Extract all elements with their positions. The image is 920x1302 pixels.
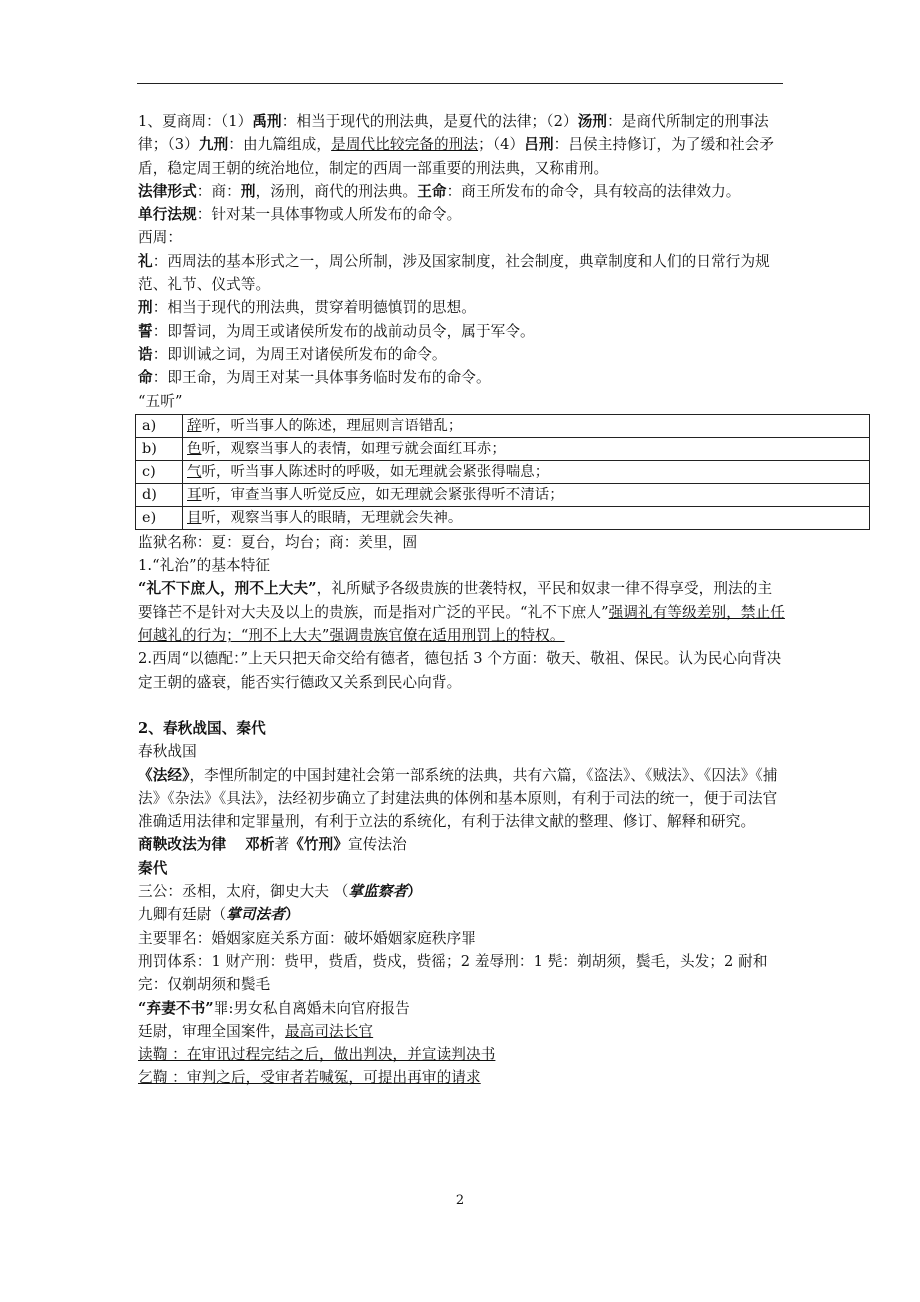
term-jiuxing: 九刑 [198,136,229,154]
paragraph-xia-shang-zhou: 1、夏商周：（1）禹刑：相当于现代的刑法典，是夏代的法律；（2）汤刑：是商代所制定的刑事法律；（3）九刑：由九篇组成，是周代比较完备的刑法；（4）吕刑：吕侯主持修订，为了缓和社会矛盾，稳定周王朝的统治地位，制定的西周一部重要的刑法典，又称甫刑。 [138,113,775,177]
paragraph-xing: 刑：相当于现代的刑法典，贯穿着明德慎罚的思想。 [138,299,476,317]
paragraph-qiju: 乞鞫 ：审判之后，受审者若喊冤，可提出再审的请求 [138,1069,481,1087]
page-body [138,110,786,1090]
five-listenings-table [135,414,870,530]
header-rule [137,83,783,84]
heading-chunqiu: 春秋战国 [138,743,197,761]
paragraph-fajing: 《法经》，李悝所制定的中国封建社会第一部系统的法典，共有六篇，《盗法》、《贼法》、《囚法》《捕法》《杂法》《具法》，法经初步确立了封建法典的体例和基本原则，有利于司法的统一，便于司法官准确适用法律和定罪量刑，有利于立法的系统化，有利于法律文献的整理、修订、解释和研究。 [138,766,778,831]
paragraph-single-regulation: 单行法规：针对某一具体事物或人所发布的命令。 [138,206,462,224]
heading-xizhou: 西周： [138,229,183,247]
paragraph-lizhi: “礼不下庶人，刑不上大夫”，礼所赋予各级贵族的世袭特权，平民和奴隶一律不得享受，刑法的主要锋芒不是针对大夫及以上的贵族，而是指对广泛的平民。“礼不下庶人”强调礼有等级差别，禁止任何越礼的行为；“刑不上大夫”强调贵族官僚在适用刑罚上的特权。 [138,580,785,645]
term-lvxing: 吕刑 [524,136,554,154]
term-yuxing: 禹刑 [252,113,282,130]
paragraph-punishments: 刑罚体系：1 财产刑：赀甲，赀盾，赀戍，赀徭；2 羞辱刑：1 髡：剃胡须，鬓毛，头发；2 耐和完：仅剃胡须和鬓毛 [138,952,768,994]
table-row: a) 辞听，听当事人的陈述，理屈则言语错乱； [136,414,870,437]
five-listenings-title: “五听” [138,392,183,410]
heading-lizhi: 1.“礼治”的基本特征 [138,557,271,575]
paragraph-duju: 读鞫 ：在审讯过程完结之后，做出判决，并宣读判决书 [138,1046,496,1064]
paragraph-shi: 誓：即誓词，为周王或诸侯所发布的战前动员令，属于军令。 [138,322,535,340]
table-row: b) 色听，观察当事人的表情，如理亏就会面红耳赤； [136,437,870,460]
paragraph-main-crimes: 主要罪名：婚姻家庭关系方面：破坏婚姻家庭秩序罪 [138,929,476,947]
blank-line [138,694,786,717]
paragraph-legal-forms: 法律形式：商：刑，汤刑，商代的刑法典。王命：商王所发布的命令，具有较高的法律效力。 [138,182,741,200]
paragraph-qiqi-bushu: “弃妻不书”罪:男女私自离婚未向官府报告 [138,999,410,1017]
paragraph-jiuqing: 九卿有廷尉（掌司法者） [138,906,300,924]
paragraph-ming: 命：即王命，为周王对某一具体事务临时发布的命令。 [138,369,491,387]
page-number: 2 [455,1193,465,1208]
table-row: e) 目听，观察当事人的眼睛，无理就会失神。 [136,506,870,529]
table-row: c) 气听，听当事人陈述时的呼吸，如无理就会紧张得喘息； [136,460,870,483]
paragraph-shangyang: 商鞅改法为律 邓析著《竹刑》宣传法治 [138,836,407,854]
term-tangxing: 汤刑 [577,113,608,130]
heading-qin: 秦代 [138,859,168,877]
paragraph-gao: 诰：即训诫之词，为周王对诸侯所发布的命令。 [138,345,447,363]
table-row: d) 耳听，审查当事人听觉反应，如无理就会紧张得听不清话； [136,483,870,506]
paragraph-li: 礼：西周法的基本形式之一，周公所制，涉及国家制度，社会制度，典章制度和人们的日常行为规范、礼节、仪式等。 [138,252,770,294]
paragraph-tingwei: 廷尉，审理全国案件，最高司法长官 [138,1022,374,1040]
paragraph-yidepei: 2.西周“以德配：”上天只把天命交给有德者，德包括 3 个方面：敬天、敬祖、保民。认为民心向背决定王朝的盛衰，能否实行德政又关系到民心向背。 [138,650,782,691]
paragraph-sangong: 三公：丞相，太府，御史大夫 （掌监察者） [138,883,422,901]
paragraph-prison-names: 监狱名称：夏：夏台，均台；商：羑里，圄 [138,533,418,551]
section-2-title: 2、春秋战国、秦代 [138,719,266,737]
